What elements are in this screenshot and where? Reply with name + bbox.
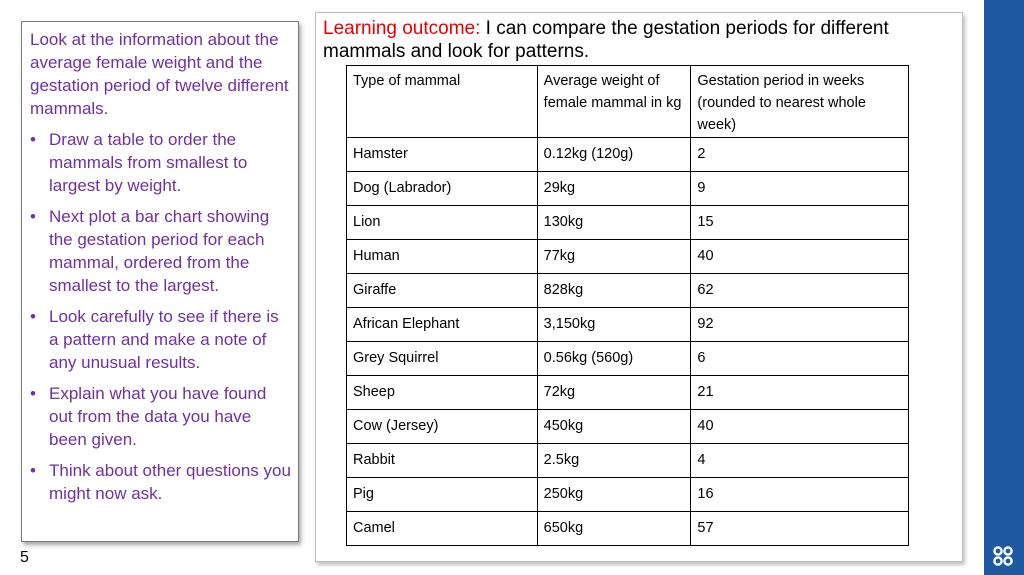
cell-weight: 0.12kg (120g) <box>537 138 691 172</box>
cell-mammal: Camel <box>347 512 538 546</box>
header-gestation: Gestation period in weeks (rounded to nearest whole week) <box>691 66 909 138</box>
learning-outcome <box>323 17 953 63</box>
cell-weight: 29kg <box>537 172 691 206</box>
cell-weight: 3,150kg <box>537 308 691 342</box>
table-row <box>347 444 909 478</box>
learning-outcome-label: Learning outcome: <box>323 18 481 39</box>
cell-mammal: Grey Squirrel <box>347 342 538 376</box>
cell-weight: 0.56kg (560g) <box>537 342 691 376</box>
instruction-item: • Draw a table to order the mammals from smallest to largest by weight. <box>30 130 248 195</box>
cell-mammal: Sheep <box>347 376 538 410</box>
table-row <box>347 308 909 342</box>
table-row <box>347 138 909 172</box>
header-weight: Average weight of female mammal in kg <box>537 66 691 138</box>
cell-gestation: 6 <box>691 342 909 376</box>
cell-gestation: 4 <box>691 444 909 478</box>
table-row <box>347 240 909 274</box>
table-row <box>347 172 909 206</box>
table-row <box>347 478 909 512</box>
mammal-table <box>346 65 909 546</box>
cell-gestation: 40 <box>691 410 909 444</box>
cell-mammal: Pig <box>347 478 538 512</box>
table-row <box>347 512 909 546</box>
cell-gestation: 15 <box>691 206 909 240</box>
cell-gestation: 40 <box>691 240 909 274</box>
instruction-item: • Think about other questions you might now ask. <box>30 461 291 503</box>
table-row <box>347 274 909 308</box>
cell-mammal: African Elephant <box>347 308 538 342</box>
instruction-item: • Next plot a bar chart showing the gestation period for each mammal, ordered from the smallest to the largest. <box>30 207 270 295</box>
cell-gestation: 21 <box>691 376 909 410</box>
cell-gestation: 62 <box>691 274 909 308</box>
header-mammal: Type of mammal <box>347 66 538 138</box>
cell-mammal: Cow (Jersey) <box>347 410 538 444</box>
page-number: 5 <box>20 549 29 566</box>
table-row <box>347 410 909 444</box>
instructions-box <box>21 21 299 542</box>
bullet-icon: • <box>30 207 36 226</box>
cell-weight: 828kg <box>537 274 691 308</box>
bullet-icon: • <box>30 461 36 480</box>
cell-gestation: 2 <box>691 138 909 172</box>
cell-weight: 450kg <box>537 410 691 444</box>
cell-mammal: Lion <box>347 206 538 240</box>
brand-side-bar <box>984 0 1024 575</box>
cell-mammal: Dog (Labrador) <box>347 172 538 206</box>
bullet-icon: • <box>30 307 36 326</box>
table-row <box>347 376 909 410</box>
cell-weight: 650kg <box>537 512 691 546</box>
bullet-icon: • <box>30 130 36 149</box>
cell-weight: 77kg <box>537 240 691 274</box>
cell-weight: 250kg <box>537 478 691 512</box>
table-row <box>347 342 909 376</box>
table-header-row <box>347 66 909 138</box>
cell-weight: 130kg <box>537 206 691 240</box>
instructions-list <box>30 128 292 505</box>
learning-outcome-text: I can compare the gestation periods for different mammals and look for patterns. <box>323 18 889 62</box>
table-row <box>347 206 909 240</box>
cell-gestation: 16 <box>691 478 909 512</box>
content-panel <box>315 12 963 562</box>
cell-weight: 2.5kg <box>537 444 691 478</box>
cell-weight: 72kg <box>537 376 691 410</box>
cell-mammal: Rabbit <box>347 444 538 478</box>
bullet-icon: • <box>30 384 36 403</box>
cell-gestation: 57 <box>691 512 909 546</box>
cell-gestation: 9 <box>691 172 909 206</box>
instructions-intro: Look at the information about the average female weight and the gestation period of twelve different mammals. <box>30 30 289 118</box>
cell-mammal: Human <box>347 240 538 274</box>
school-logo-icon <box>992 545 1014 567</box>
cell-gestation: 92 <box>691 308 909 342</box>
cell-mammal: Hamster <box>347 138 538 172</box>
instruction-item: • Look carefully to see if there is a pattern and make a note of any unusual results. <box>30 307 279 372</box>
instruction-item: • Explain what you have found out from the data you have been given. <box>30 384 267 449</box>
cell-mammal: Giraffe <box>347 274 538 308</box>
